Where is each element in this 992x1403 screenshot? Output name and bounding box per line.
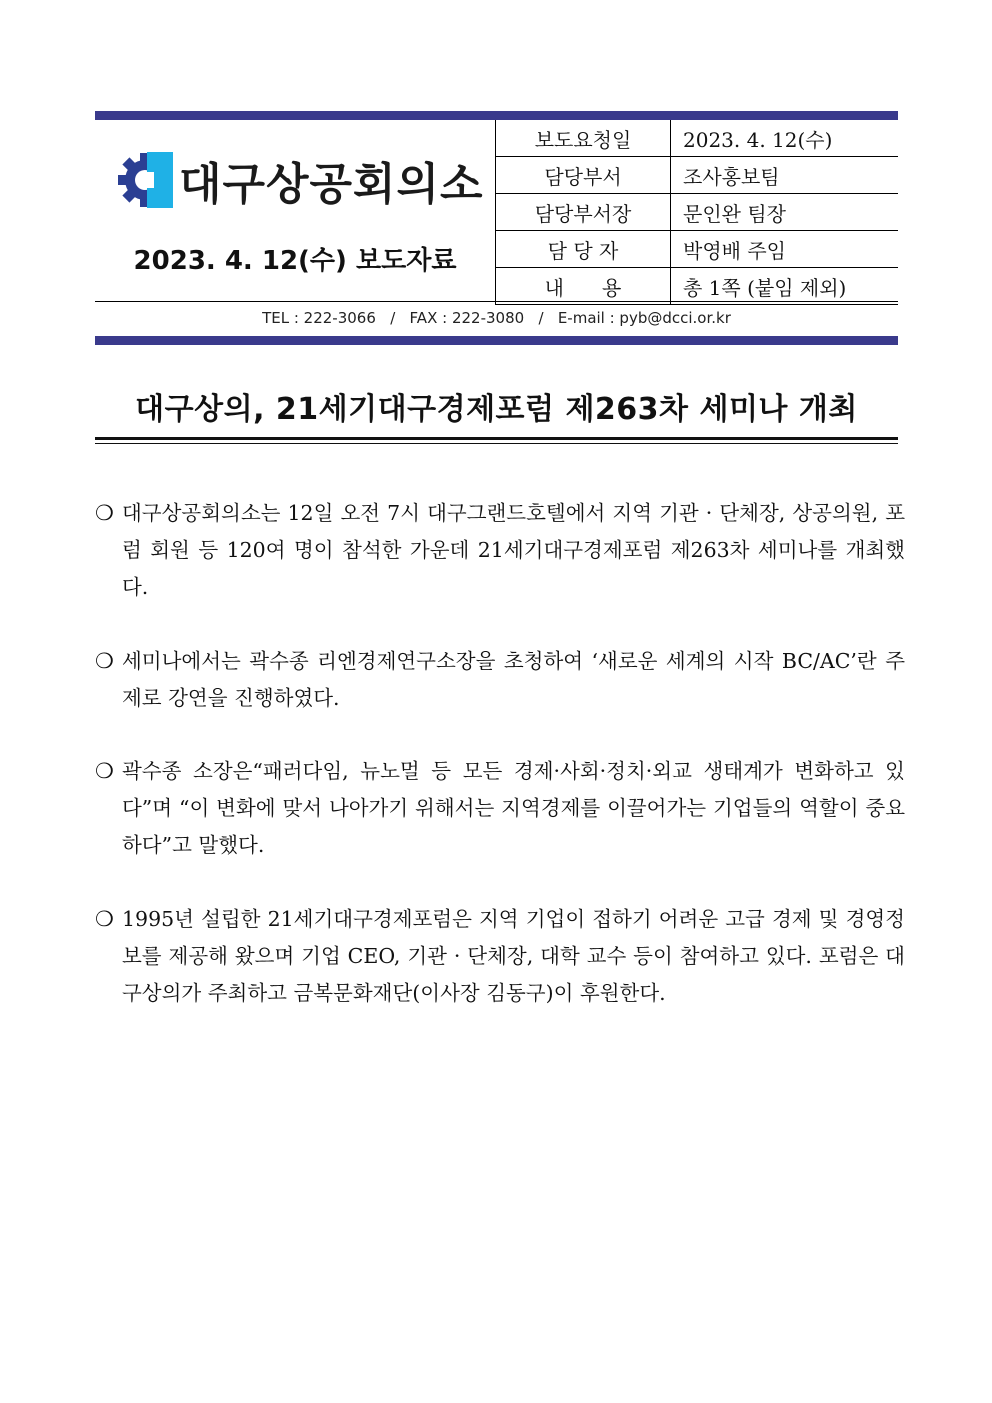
paragraph <box>95 901 905 1012</box>
info-value: 2023. 4. 12(수) <box>671 120 899 157</box>
paragraph-text: 대구상공회의소는 12일 오전 7시 대구그랜드호텔에서 지역 기관 · 단체장, 상공의원, 포럼 회원 등 120여 명이 참석한 가운데 21세기대구경제포럼 제263차 세미나를 개최했다. <box>122 501 905 599</box>
chamber-logo <box>117 148 484 212</box>
paragraph-text: 세미나에서는 곽수종 리엔경제연구소장을 초청하여 ‘새로운 세계의 시작 BC/AC’란 주제로 강연을 진행하였다. <box>122 649 905 710</box>
info-row <box>496 231 899 268</box>
release-date-label: 2023. 4. 12(수) 보도자료 <box>133 246 457 276</box>
bullet-circle-icon: ❍ <box>95 501 114 525</box>
bullet-circle-icon: ❍ <box>95 649 114 673</box>
headline-rule <box>95 443 898 444</box>
headline: 대구상의, 21세기대구경제포럼 제263차 세미나 개최 <box>135 392 858 427</box>
paragraph <box>95 643 905 717</box>
gear-logo-icon <box>117 152 173 208</box>
info-label: 보도요청일 <box>496 120 671 157</box>
headline-rule <box>95 437 898 440</box>
info-value: 조사홍보팀 <box>671 157 899 194</box>
header-left-panel <box>95 120 495 302</box>
info-row <box>496 120 899 157</box>
org-name: 대구상공회의소 <box>179 159 484 210</box>
paragraph <box>95 495 905 606</box>
header-divider <box>95 301 898 302</box>
info-value: 박영배 주임 <box>671 231 899 268</box>
info-label: 내 용 <box>496 268 671 305</box>
bullet-circle-icon: ❍ <box>95 759 114 783</box>
info-row <box>496 268 899 305</box>
header-bottom-bar <box>95 336 898 345</box>
bullet-circle-icon: ❍ <box>95 907 114 931</box>
header-top-bar <box>95 111 898 120</box>
press-info-table <box>495 120 898 305</box>
contact-info: TEL : 222-3066 / FAX : 222-3080 / E-mail : pyb@dcci.or.kr <box>262 309 731 327</box>
info-label: 담당부서장 <box>496 194 671 231</box>
info-row <box>496 157 899 194</box>
info-row <box>496 194 899 231</box>
paragraph <box>95 753 905 864</box>
paragraph-text: 곽수종 소장은“패러다임, 뉴노멀 등 모든 경제·사회·정치·외교 생태계가 변화하고 있다”며 “이 변화에 맞서 나아가기 위해서는 지역경제를 이끌어가는 기업들의 역할이 중요하다”고 말했다. <box>122 759 905 857</box>
paragraph-text: 1995년 설립한 21세기대구경제포럼은 지역 기업이 접하기 어려운 고급 경제 및 경영정보를 제공해 왔으며 기업 CEO, 기관 · 단체장, 대학 교수 등이 참여하고 있다. 포럼은 대구상의가 주최하고 금복문화재단(이사장 김동구)이 후원한다. <box>122 907 905 1005</box>
info-label: 담당부서 <box>496 157 671 194</box>
info-value: 문인완 팀장 <box>671 194 899 231</box>
info-label: 담 당 자 <box>496 231 671 268</box>
info-value: 총 1쪽 (붙임 제외) <box>671 268 899 305</box>
